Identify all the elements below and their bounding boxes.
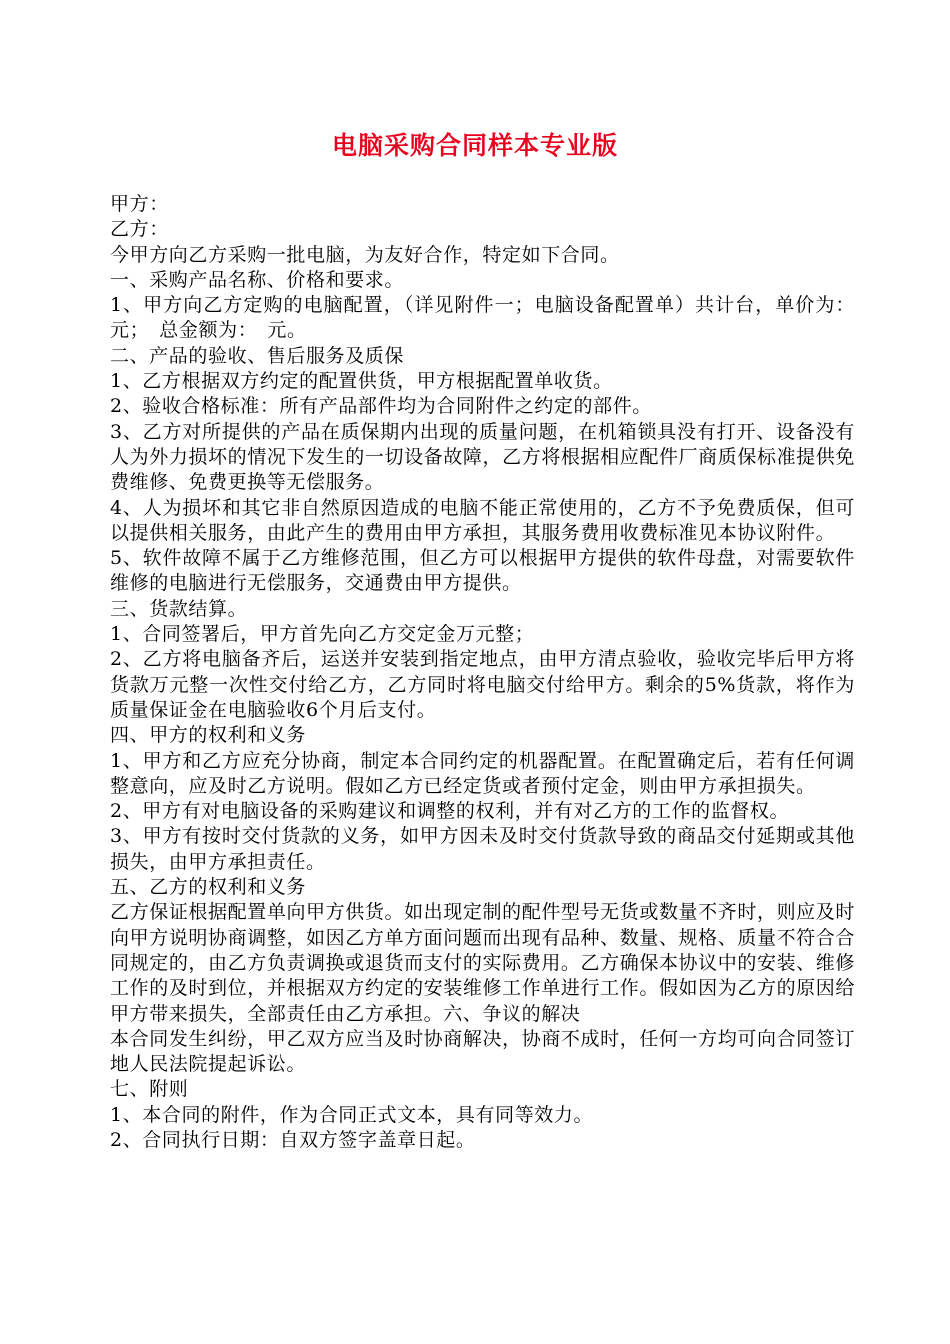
section-heading-7: 七、附则: [110, 1078, 189, 1101]
section-heading-3: 三、货款结算。: [110, 597, 248, 620]
clause-7-1: 1、本合同的附件，作为合同正式文本，具有同等效力。: [110, 1103, 594, 1126]
section-heading-4: 四、甲方的权利和义务: [110, 724, 307, 747]
clause-5-body: 乙方保证根据配置单向甲方供货。如出现定制的配件型号无货或数量不齐时，则应及时向甲方说明协商调整，如因乙方单方面问题而出现有品种、数量、规格、质量不符合合同规定的，由乙方负责调换或退货而支付的实际费用。乙方确保本协议中的安装、维修工作的及时到位，并根据双方约定的安装维修工作单进行工作。假如因为乙方的原因给甲方带来损失，全部责任由乙方承担。六、争议的解决: [110, 901, 855, 1025]
clause-2-4: 4、人为损坏和其它非自然原因造成的电脑不能正常使用的，乙方不予免费质保，但可以提供相关服务，由此产生的费用由甲方承担，其服务费用收费标准见本协议附件。: [110, 496, 855, 544]
clause-2-3: 3、乙方对所提供的产品在质保期内出现的质量问题，在机箱锁具没有打开、设备没有人为外力损坏的情况下发生的一切设备故障，乙方将根据相应配件厂商质保标准提供免费维修、免费更换等无偿服务。: [110, 420, 855, 494]
clause-4-3: 3、甲方有按时交付货款的义务，如甲方因未及时交付货款导致的商品交付延期或其他损失，由甲方承担责任。: [110, 825, 855, 873]
section-heading-5: 五、乙方的权利和义务: [110, 876, 307, 899]
clause-6-body: 本合同发生纠纷，甲乙双方应当及时协商解决，协商不成时，任何一方均可向合同签订地人民法院提起诉讼。: [110, 1027, 855, 1076]
document-title: 电脑采购合同样本专业版: [331, 131, 618, 160]
party-b-line: 乙方：: [110, 218, 169, 241]
clause-4-1: 1、甲方和乙方应充分协商，制定本合同约定的机器配置。在配置确定后，若有任何调整意向，应及时乙方说明。假如乙方已经定货或者预付定金，则由甲方承担损失。: [110, 749, 855, 797]
clause-3-1: 1、合同签署后，甲方首先向乙方交定金万元整；: [110, 623, 535, 646]
section-heading-1: 一、采购产品名称、价格和要求。: [110, 268, 405, 291]
clause-1-1: 1、甲方向乙方定购的电脑配置，（详见附件一；电脑设备配置单）共计台，单价为：元； 总金额为： 元。: [110, 294, 855, 342]
intro-paragraph: 今甲方向乙方采购一批电脑，为友好合作，特定如下合同。: [110, 243, 620, 266]
clause-3-2: 2、乙方将电脑备齐后，运送并安装到指定地点，由甲方清点验收，验收完毕后甲方将货款万元整一次性交付给乙方，乙方同时将电脑交付给甲方。剩余的5%货款，将作为质量保证金在电脑验收6个月后支付。: [110, 648, 855, 721]
party-a-line: 甲方：: [110, 193, 169, 215]
clause-2-5: 5、软件故障不属于乙方维修范围，但乙方可以根据甲方提供的软件母盘，对需要软件维修的电脑进行无偿服务，交通费由甲方提供。: [110, 547, 855, 595]
clause-2-2: 2、验收合格标准：所有产品部件均为合同附件之约定的部件。: [110, 395, 652, 418]
document-body: [110, 192, 855, 1153]
clause-2-1: 1、乙方根据双方约定的配置供货，甲方根据配置单收货。: [110, 370, 613, 393]
clause-7-2: 2、合同执行日期：自双方签字盖章日起。: [110, 1128, 476, 1151]
section-heading-2: 二、产品的验收、售后服务及质保: [110, 344, 405, 367]
clause-4-2: 2、甲方有对电脑设备的采购建议和调整的权利，并有对乙方的工作的监督权。: [110, 800, 790, 823]
